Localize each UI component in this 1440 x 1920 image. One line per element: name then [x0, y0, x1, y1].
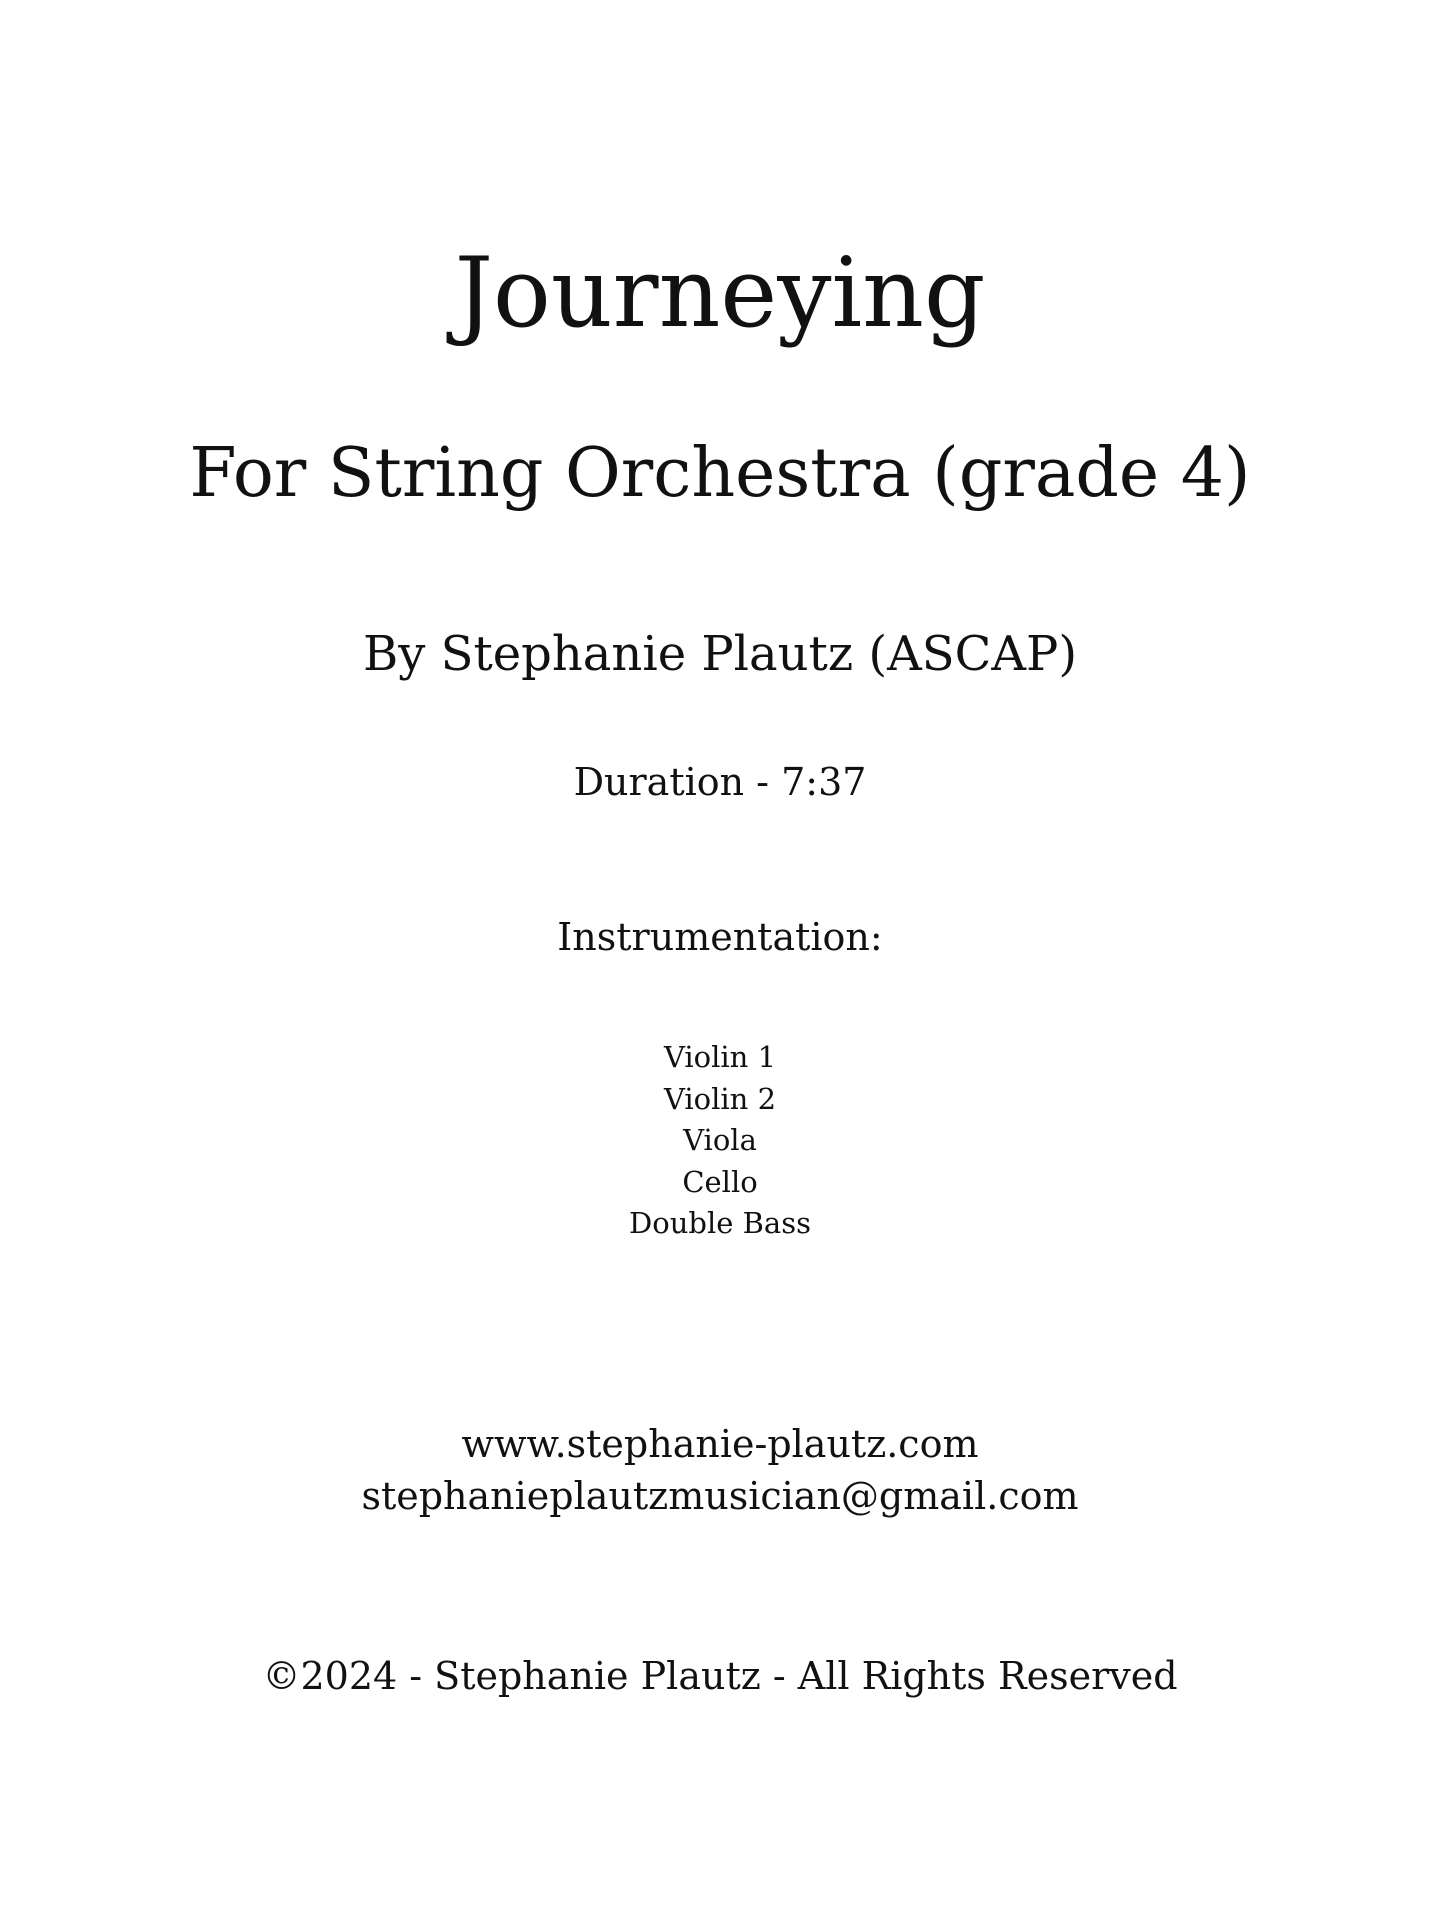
instrumentation-heading: Instrumentation: — [557, 915, 883, 959]
instrument-item: Cello — [682, 1164, 758, 1199]
website-text: www.stephanie-plautz.com — [461, 1422, 979, 1466]
duration-text: Duration - 7:37 — [573, 760, 867, 804]
piece-title: Journeying — [454, 237, 986, 349]
instrument-list — [0, 1037, 1440, 1245]
copyright-notice: ©2024 - Stephanie Plautz - All Rights Reserved — [262, 1654, 1178, 1698]
instrument-item: Double Bass — [629, 1206, 811, 1240]
instrument-item: Viola — [683, 1123, 757, 1157]
instrument-item: Violin 1 — [663, 1040, 777, 1074]
instrument-item: Violin 2 — [663, 1081, 777, 1116]
piece-subtitle: For String Orchestra (grade 4) — [189, 434, 1251, 513]
email-text: stephanieplautzmusician@gmail.com — [361, 1474, 1079, 1518]
composer-credit: By Stephanie Plautz (ASCAP) — [362, 626, 1078, 682]
